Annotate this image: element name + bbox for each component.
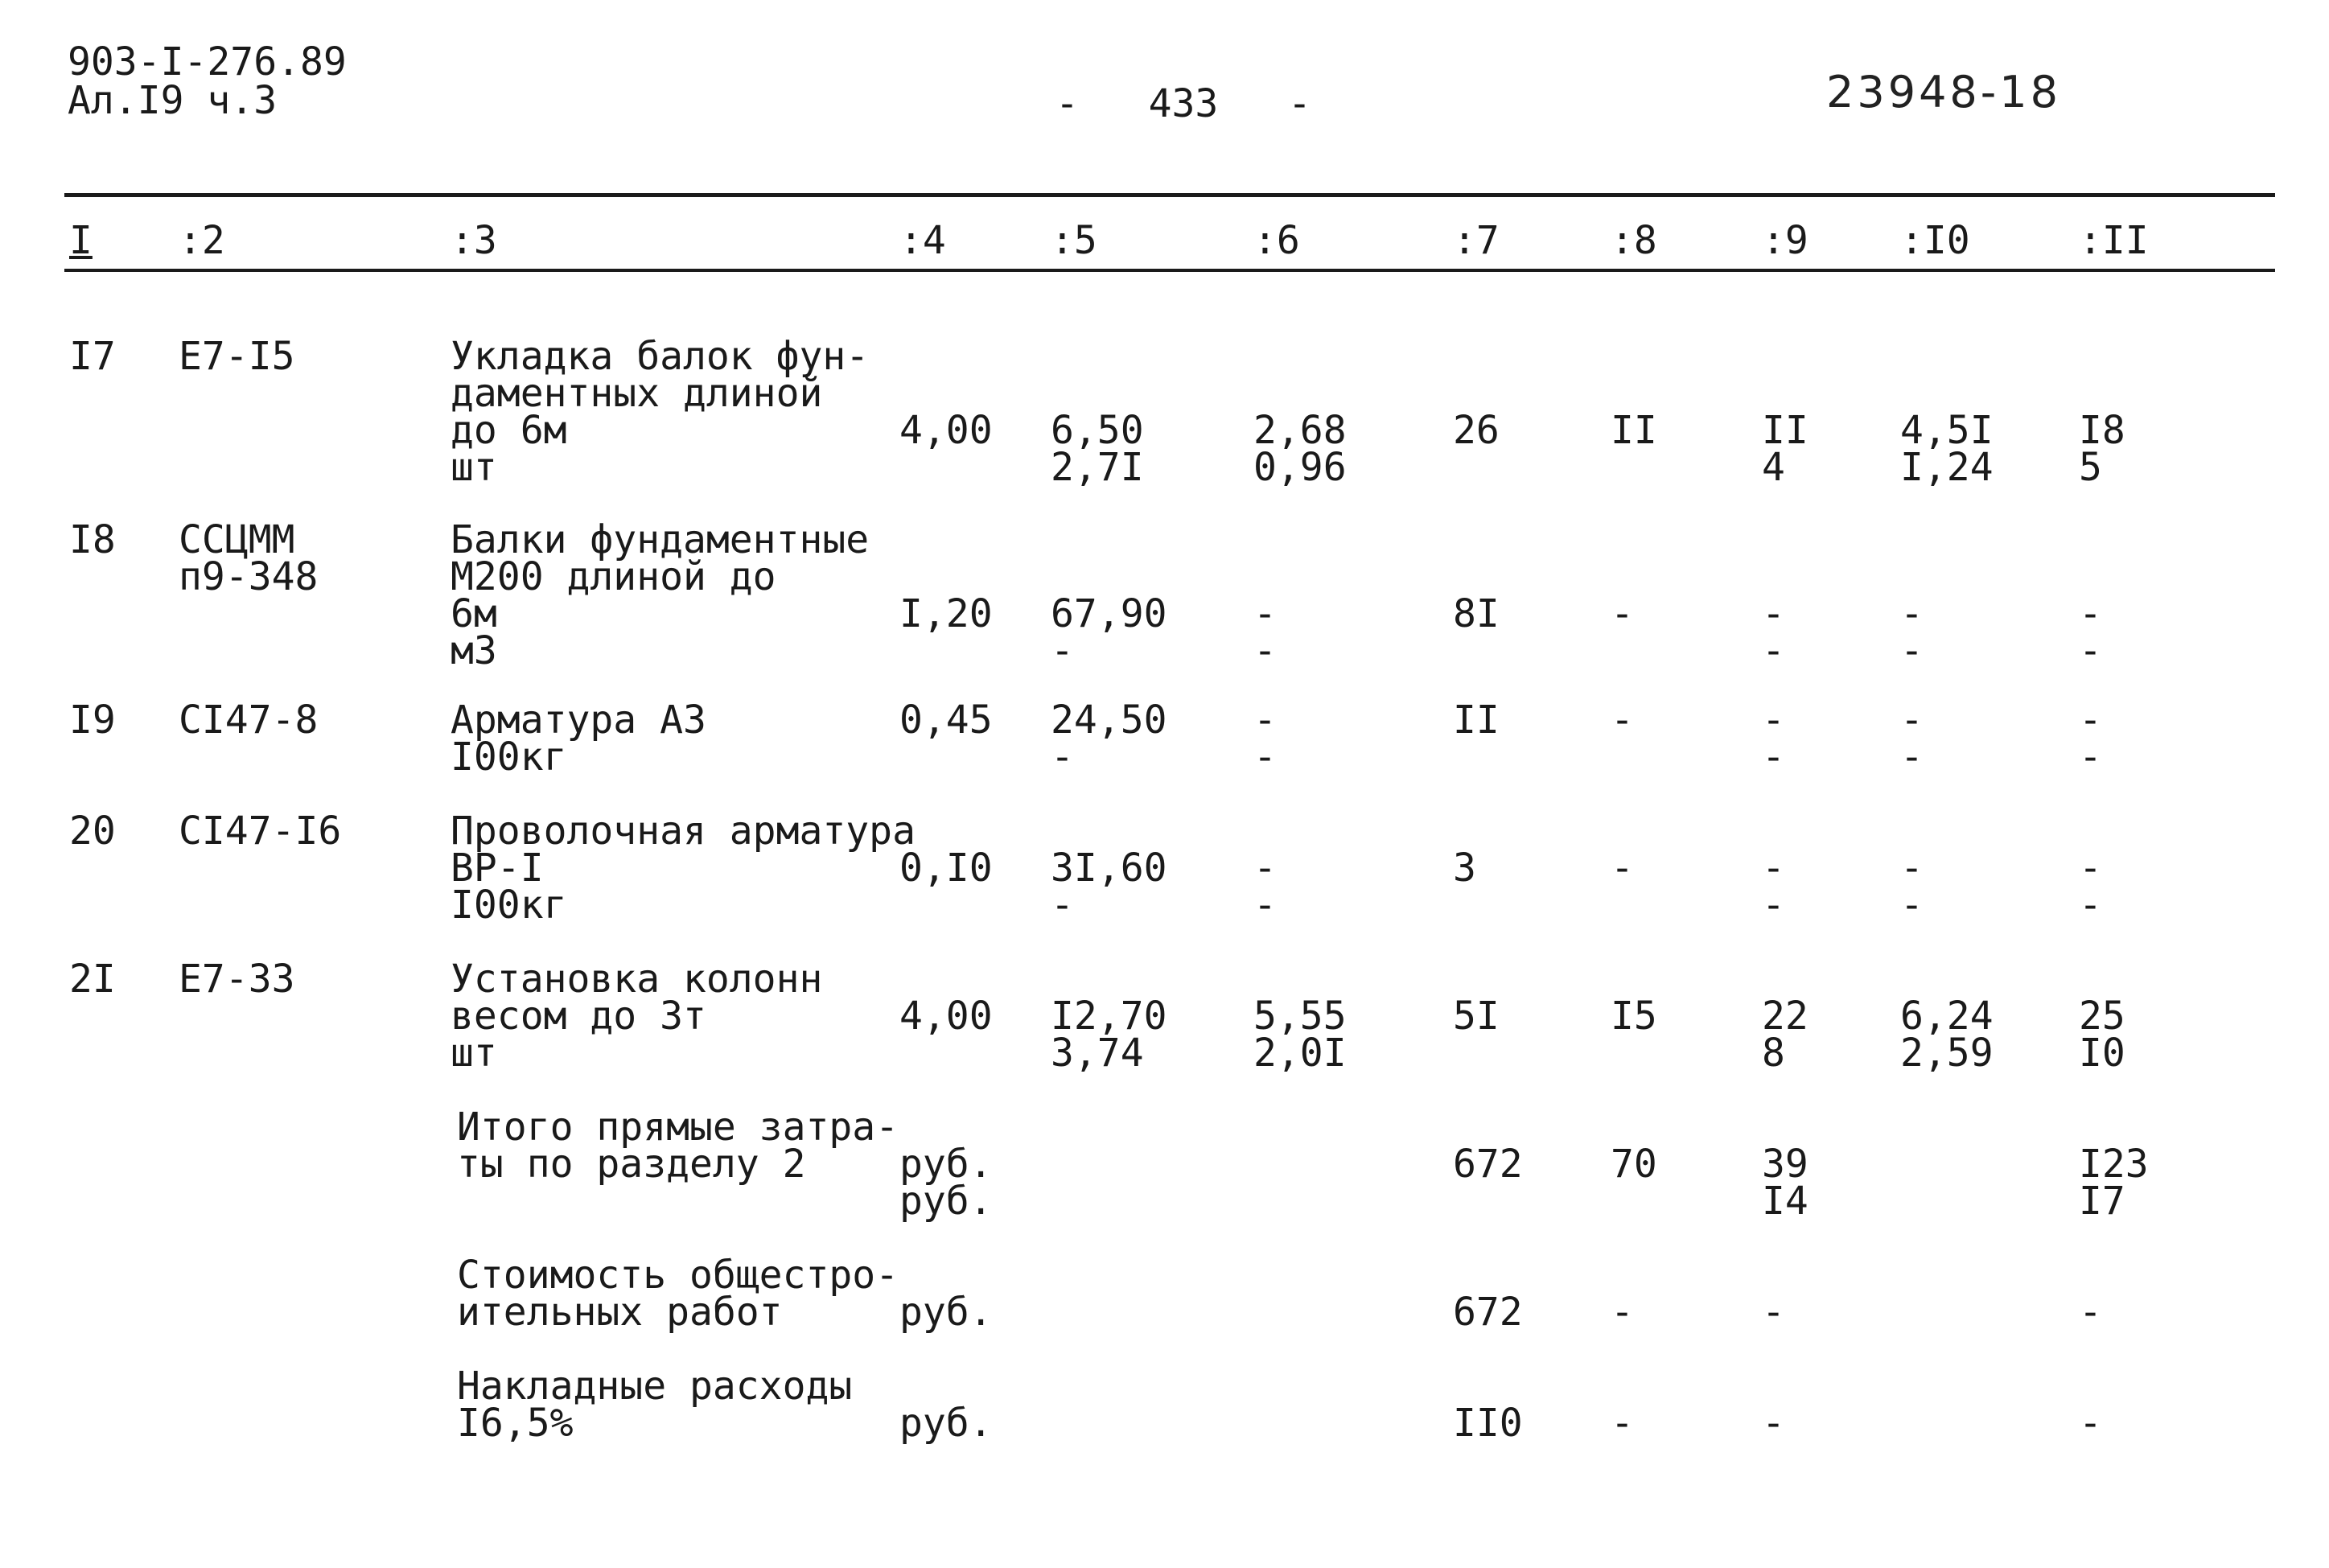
summary-machine-cost: -	[1762, 1290, 1785, 1335]
labor-unit-cell: I,24	[1900, 445, 1994, 490]
quantity-cell: 0,45	[899, 698, 993, 743]
row-number: I7	[69, 334, 116, 379]
summary-total-wage: -	[1611, 1290, 1634, 1335]
unit-cost-cell: -	[1051, 735, 1074, 780]
unit-wage-cell: -	[1253, 698, 1277, 743]
summary-machine-cost: 39	[1762, 1142, 1808, 1187]
item-description-line: М200 длиной до	[451, 554, 776, 599]
unit-wage-cell: -	[1253, 846, 1277, 891]
total-cost-cell: 3	[1453, 846, 1476, 891]
machine-cost-cell: 4	[1762, 445, 1785, 490]
quantity-cell: 0,I0	[899, 846, 993, 891]
item-description-line: I00кг	[451, 883, 567, 928]
summary-labor-total: I23	[2079, 1142, 2149, 1187]
unit-cost-cell: -	[1051, 628, 1074, 673]
column-header-10: :I0	[1900, 218, 1970, 263]
labor-unit-cell: -	[1900, 591, 1924, 636]
column-header-11: :II	[2079, 218, 2149, 263]
labor-unit-cell: -	[1900, 883, 1924, 928]
summary-unit: руб.	[899, 1401, 993, 1446]
item-description-line: весом до 3т	[451, 994, 706, 1039]
item-code: E7-I5	[179, 334, 295, 379]
summary-labor-total: -	[2079, 1290, 2102, 1335]
column-header-1: I	[69, 218, 93, 263]
column-header-3: :3	[451, 218, 497, 263]
header-top-rule	[64, 193, 2275, 197]
labor-unit-cell: -	[1900, 698, 1924, 743]
labor-unit-cell: 2,59	[1900, 1031, 1994, 1076]
column-header-7: :7	[1453, 218, 1500, 263]
labor-total-cell: -	[2079, 628, 2102, 673]
unit-wage-cell: 2,0I	[1253, 1031, 1347, 1076]
summary-description-line: ительных работ	[457, 1290, 783, 1335]
item-code: СI47-8	[179, 698, 319, 743]
machine-cost-cell: -	[1762, 698, 1785, 743]
item-description-line: шт	[451, 445, 497, 490]
summary-machine-cost: I4	[1762, 1179, 1808, 1224]
labor-total-cell: -	[2079, 698, 2102, 743]
unit-cost-cell: 24,50	[1051, 698, 1167, 743]
item-description-line: Балки фундаментные	[451, 517, 870, 562]
labor-total-cell: I0	[2079, 1031, 2125, 1076]
item-description-line: I00кг	[451, 735, 567, 780]
labor-unit-cell: 6,24	[1900, 994, 1994, 1039]
unit-wage-cell: 5,55	[1253, 994, 1347, 1039]
column-header-4: :4	[899, 218, 946, 263]
labor-unit-cell: 4,5I	[1900, 408, 1994, 453]
summary-unit: руб.	[899, 1142, 993, 1187]
summary-total-cost: II0	[1453, 1401, 1523, 1446]
item-code: СI47-I6	[179, 809, 342, 854]
labor-total-cell: 5	[2079, 445, 2102, 490]
unit-wage-cell: -	[1253, 735, 1277, 780]
summary-unit: руб.	[899, 1179, 993, 1224]
summary-total-cost: 672	[1453, 1290, 1523, 1335]
summary-description-line: ты по разделу 2	[457, 1142, 806, 1187]
unit-wage-cell: 0,96	[1253, 445, 1347, 490]
item-description-line: Установка колонн	[451, 957, 823, 1002]
item-description-line: Арматура А3	[451, 698, 706, 743]
labor-total-cell: -	[2079, 846, 2102, 891]
item-description-line: до 6м	[451, 408, 567, 453]
item-description-line: ВР-I	[451, 846, 544, 891]
unit-cost-cell: I2,70	[1051, 994, 1167, 1039]
page-number: - 433 -	[1055, 81, 1311, 126]
column-header-2: :2	[179, 218, 225, 263]
total-cost-cell: II	[1453, 698, 1500, 743]
total-cost-cell: 8I	[1453, 591, 1500, 636]
column-header-5: :5	[1051, 218, 1097, 263]
labor-total-cell: -	[2079, 735, 2102, 780]
machine-cost-cell: -	[1762, 591, 1785, 636]
column-header-8: :8	[1611, 218, 1657, 263]
handwritten-stamp: 23948-18	[1826, 67, 2061, 117]
machine-cost-cell: II	[1762, 408, 1808, 453]
row-number: 2I	[69, 957, 116, 1002]
quantity-cell: I,20	[899, 591, 993, 636]
total-wage-cell: II	[1611, 408, 1657, 453]
unit-cost-cell: 2,7I	[1051, 445, 1144, 490]
labor-unit-cell: -	[1900, 846, 1924, 891]
labor-unit-cell: -	[1900, 735, 1924, 780]
item-description-line: 6м	[451, 591, 497, 636]
machine-cost-cell: 8	[1762, 1031, 1785, 1076]
machine-cost-cell: -	[1762, 846, 1785, 891]
total-cost-cell: 5I	[1453, 994, 1500, 1039]
total-cost-cell: 26	[1453, 408, 1500, 453]
summary-machine-cost: -	[1762, 1401, 1785, 1446]
total-wage-cell: -	[1611, 698, 1634, 743]
machine-cost-cell: -	[1762, 883, 1785, 928]
item-description-line: шт	[451, 1031, 497, 1076]
summary-labor-total: I7	[2079, 1179, 2125, 1224]
unit-wage-cell: -	[1253, 883, 1277, 928]
sheet-label: Ал.I9 ч.3	[68, 78, 278, 123]
summary-unit: руб.	[899, 1290, 993, 1335]
summary-total-wage: 70	[1611, 1142, 1657, 1187]
item-description-line: Проволочная арматура	[451, 809, 916, 854]
labor-unit-cell: -	[1900, 628, 1924, 673]
total-wage-cell: -	[1611, 591, 1634, 636]
summary-description-line: Стоимость общестро-	[457, 1253, 899, 1298]
unit-cost-cell: 67,90	[1051, 591, 1167, 636]
summary-total-wage: -	[1611, 1401, 1634, 1446]
row-number: I8	[69, 517, 116, 562]
total-wage-cell: I5	[1611, 994, 1657, 1039]
quantity-cell: 4,00	[899, 408, 993, 453]
document-code: 903-I-276.89	[68, 39, 347, 84]
column-header-9: :9	[1762, 218, 1808, 263]
summary-description-line: Итого прямые затра-	[457, 1105, 899, 1150]
summary-description-line: Накладные расходы	[457, 1364, 853, 1409]
item-code: ССЦММ п9-348	[179, 517, 319, 599]
unit-cost-cell: 6,50	[1051, 408, 1144, 453]
item-description-line: Укладка балок фун-	[451, 334, 870, 379]
summary-total-cost: 672	[1453, 1142, 1523, 1187]
labor-total-cell: I8	[2079, 408, 2125, 453]
row-number: I9	[69, 698, 116, 743]
unit-wage-cell: 2,68	[1253, 408, 1347, 453]
labor-total-cell: -	[2079, 591, 2102, 636]
summary-description-line: I6,5%	[457, 1401, 574, 1446]
labor-total-cell: -	[2079, 883, 2102, 928]
labor-total-cell: 25	[2079, 994, 2125, 1039]
machine-cost-cell: -	[1762, 735, 1785, 780]
machine-cost-cell: -	[1762, 628, 1785, 673]
unit-wage-cell: -	[1253, 591, 1277, 636]
unit-cost-cell: 3I,60	[1051, 846, 1167, 891]
header-bottom-rule	[64, 269, 2275, 272]
total-wage-cell: -	[1611, 846, 1634, 891]
item-code: E7-33	[179, 957, 295, 1002]
unit-cost-cell: -	[1051, 883, 1074, 928]
column-header-6: :6	[1253, 218, 1300, 263]
item-description-line: м3	[451, 628, 497, 673]
quantity-cell: 4,00	[899, 994, 993, 1039]
summary-labor-total: -	[2079, 1401, 2102, 1446]
unit-wage-cell: -	[1253, 628, 1277, 673]
machine-cost-cell: 22	[1762, 994, 1808, 1039]
row-number: 20	[69, 809, 116, 854]
item-description-line: даментных длиной	[451, 371, 823, 416]
unit-cost-cell: 3,74	[1051, 1031, 1144, 1076]
